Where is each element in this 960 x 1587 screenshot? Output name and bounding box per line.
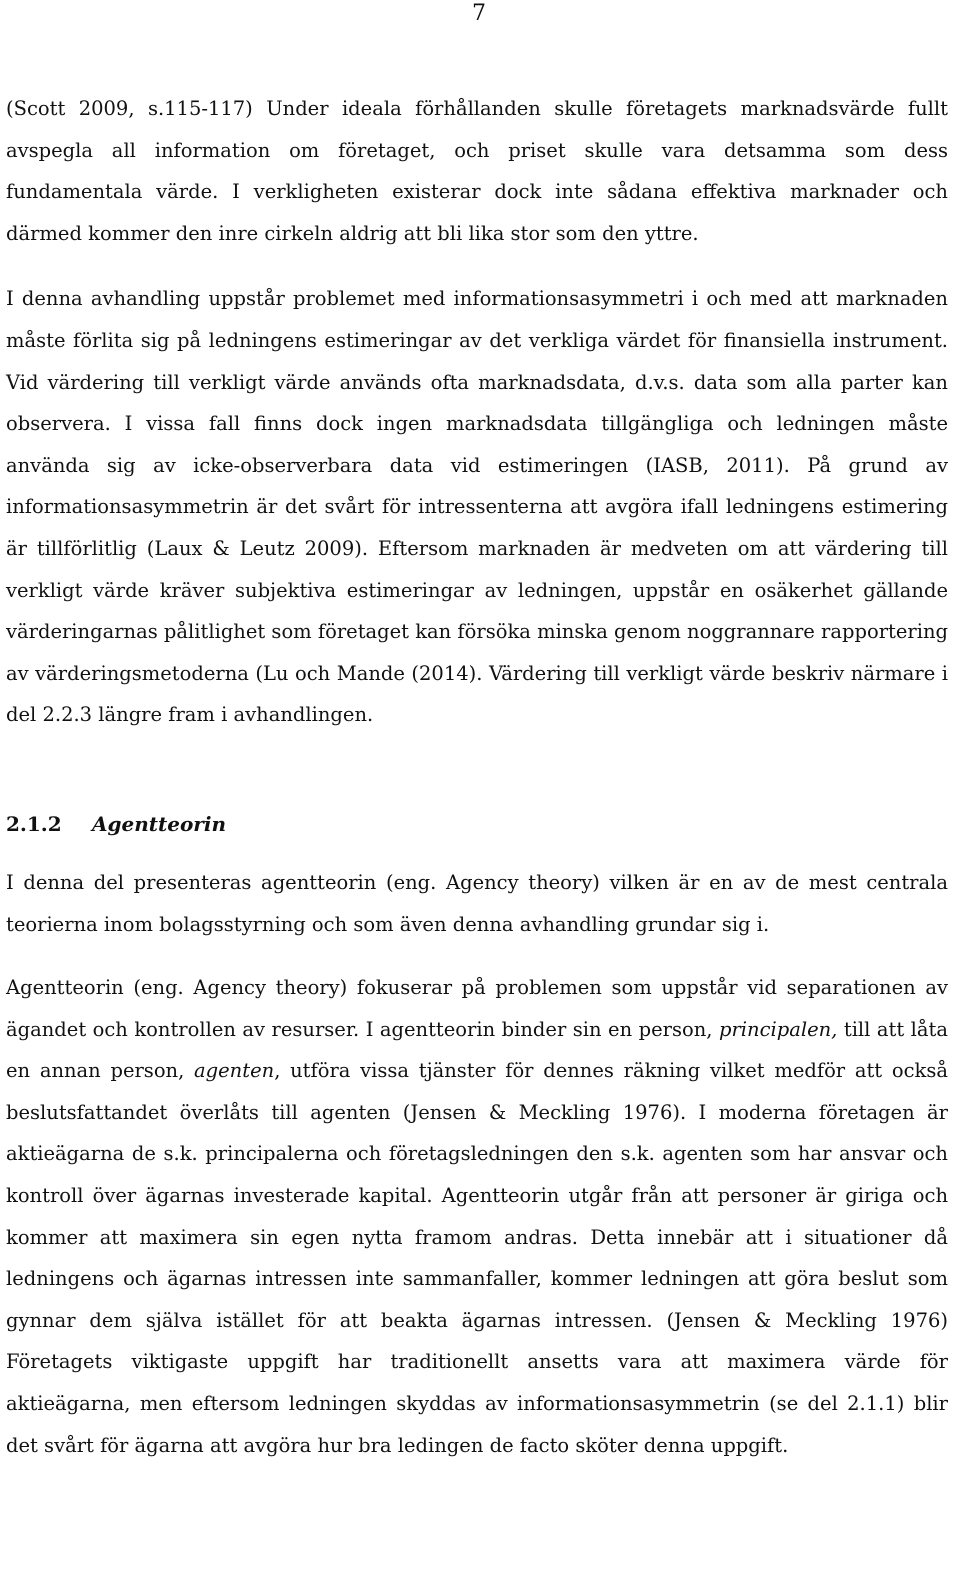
section-spacer [6,736,948,806]
italic-term-agenten: agenten [194,1059,275,1083]
italic-term-principalen: principalen, [718,1017,838,1041]
paragraph-spacer [6,945,948,967]
section-title: Agentteorin [92,811,226,836]
paragraph-efficient-markets: (Scott 2009, s.115-117) Under ideala förhållanden skulle företagets marknadsvärde fullt avspegla all information om företaget, och priset skulle vara detsamma som dess fundamentala värde. I verkligheten existerar dock inte sådana effektiva marknader och därmed kommer den inre cirkeln aldrig att bli lika stor som den yttre. [6,97,948,245]
paragraph-agency-intro: I denna del presenteras agentteorin (eng. Agency theory) vilken är en av de mest centrala teorierna inom bolagsstyrning och som även denna avhandling grundar sig i. [6,870,948,936]
paragraph-spacer [6,254,948,278]
text-segment: , utföra vissa tjänster för dennes räkning vilket medför att också beslutsfattandet överlåts till agenten (Jensen & Meckling 1976). I moderna företagen är aktieägarna de s.k. principalerna och företagsledningen den s.k. agenten som har ansvar och kontroll över ägarnas investerade kapital. Agentteorin utgår från att personer är giriga och kommer att maximera sin egen nytta framom andras. Detta innebär att i situationer då ledningens och ägarnas intressen inte sammanfaller, kommer ledningen att göra beslut som gynnar dem själva istället för att beakta ägarnas intressen. (Jensen & Meckling 1976) Företagets viktigaste uppgift har traditionellt ansetts vara att maximera värde för aktieägarna, men eftersom ledningen skyddas av informationsasymmetrin (se del 2.1.1) blir det svårt för ägarna att avgöra hur bra ledingen de facto sköter denna uppgift. [6,1059,948,1457]
section-heading [6,806,948,842]
text-segment: Agentteorin (eng. Agency theory) fokuserar på problemen som uppstår vid separationen av ägandet och kontrollen av resurser. I agentteorin binder sin en person, [6,976,948,1041]
heading-spacer [6,842,948,862]
document-body [6,88,948,1466]
text-segment: till att låta en annan person, [6,1017,948,1083]
paragraph-agency-theory [6,967,948,1466]
section-number: 2.1.2 [6,811,62,836]
page-number: 7 [472,1,486,26]
paragraph-information-asymmetry: I denna avhandling uppstår problemet med informationsasymmetri i och med att marknaden måste förlita sig på ledningens estimeringar av det verkliga värdet för finansiella instrument. Vid värdering till verkligt värde används ofta marknadsdata, d.v.s. data som alla parter kan observera. I vissa fall finns dock ingen marknadsdata tillgängliga och ledningen måste använda sig av icke-observerbara data vid estimeringen (IASB, 2011). På grund av informationsasymmetrin är det svårt för intressenterna att avgöra ifall ledningens estimering är tillförlitlig (Laux & Leutz 2009). Eftersom marknaden är medveten om att värdering till verkligt värde kräver subjektiva estimeringar av ledningen, uppstår en osäkerhet gällande värderingarnas pålitlighet som företaget kan försöka minska genom noggrannare rapportering av värderingsmetoderna (Lu och Mande (2014). Värdering till verkligt värde beskriv närmare i del 2.2.3 längre fram i avhandlingen. [6,287,948,727]
